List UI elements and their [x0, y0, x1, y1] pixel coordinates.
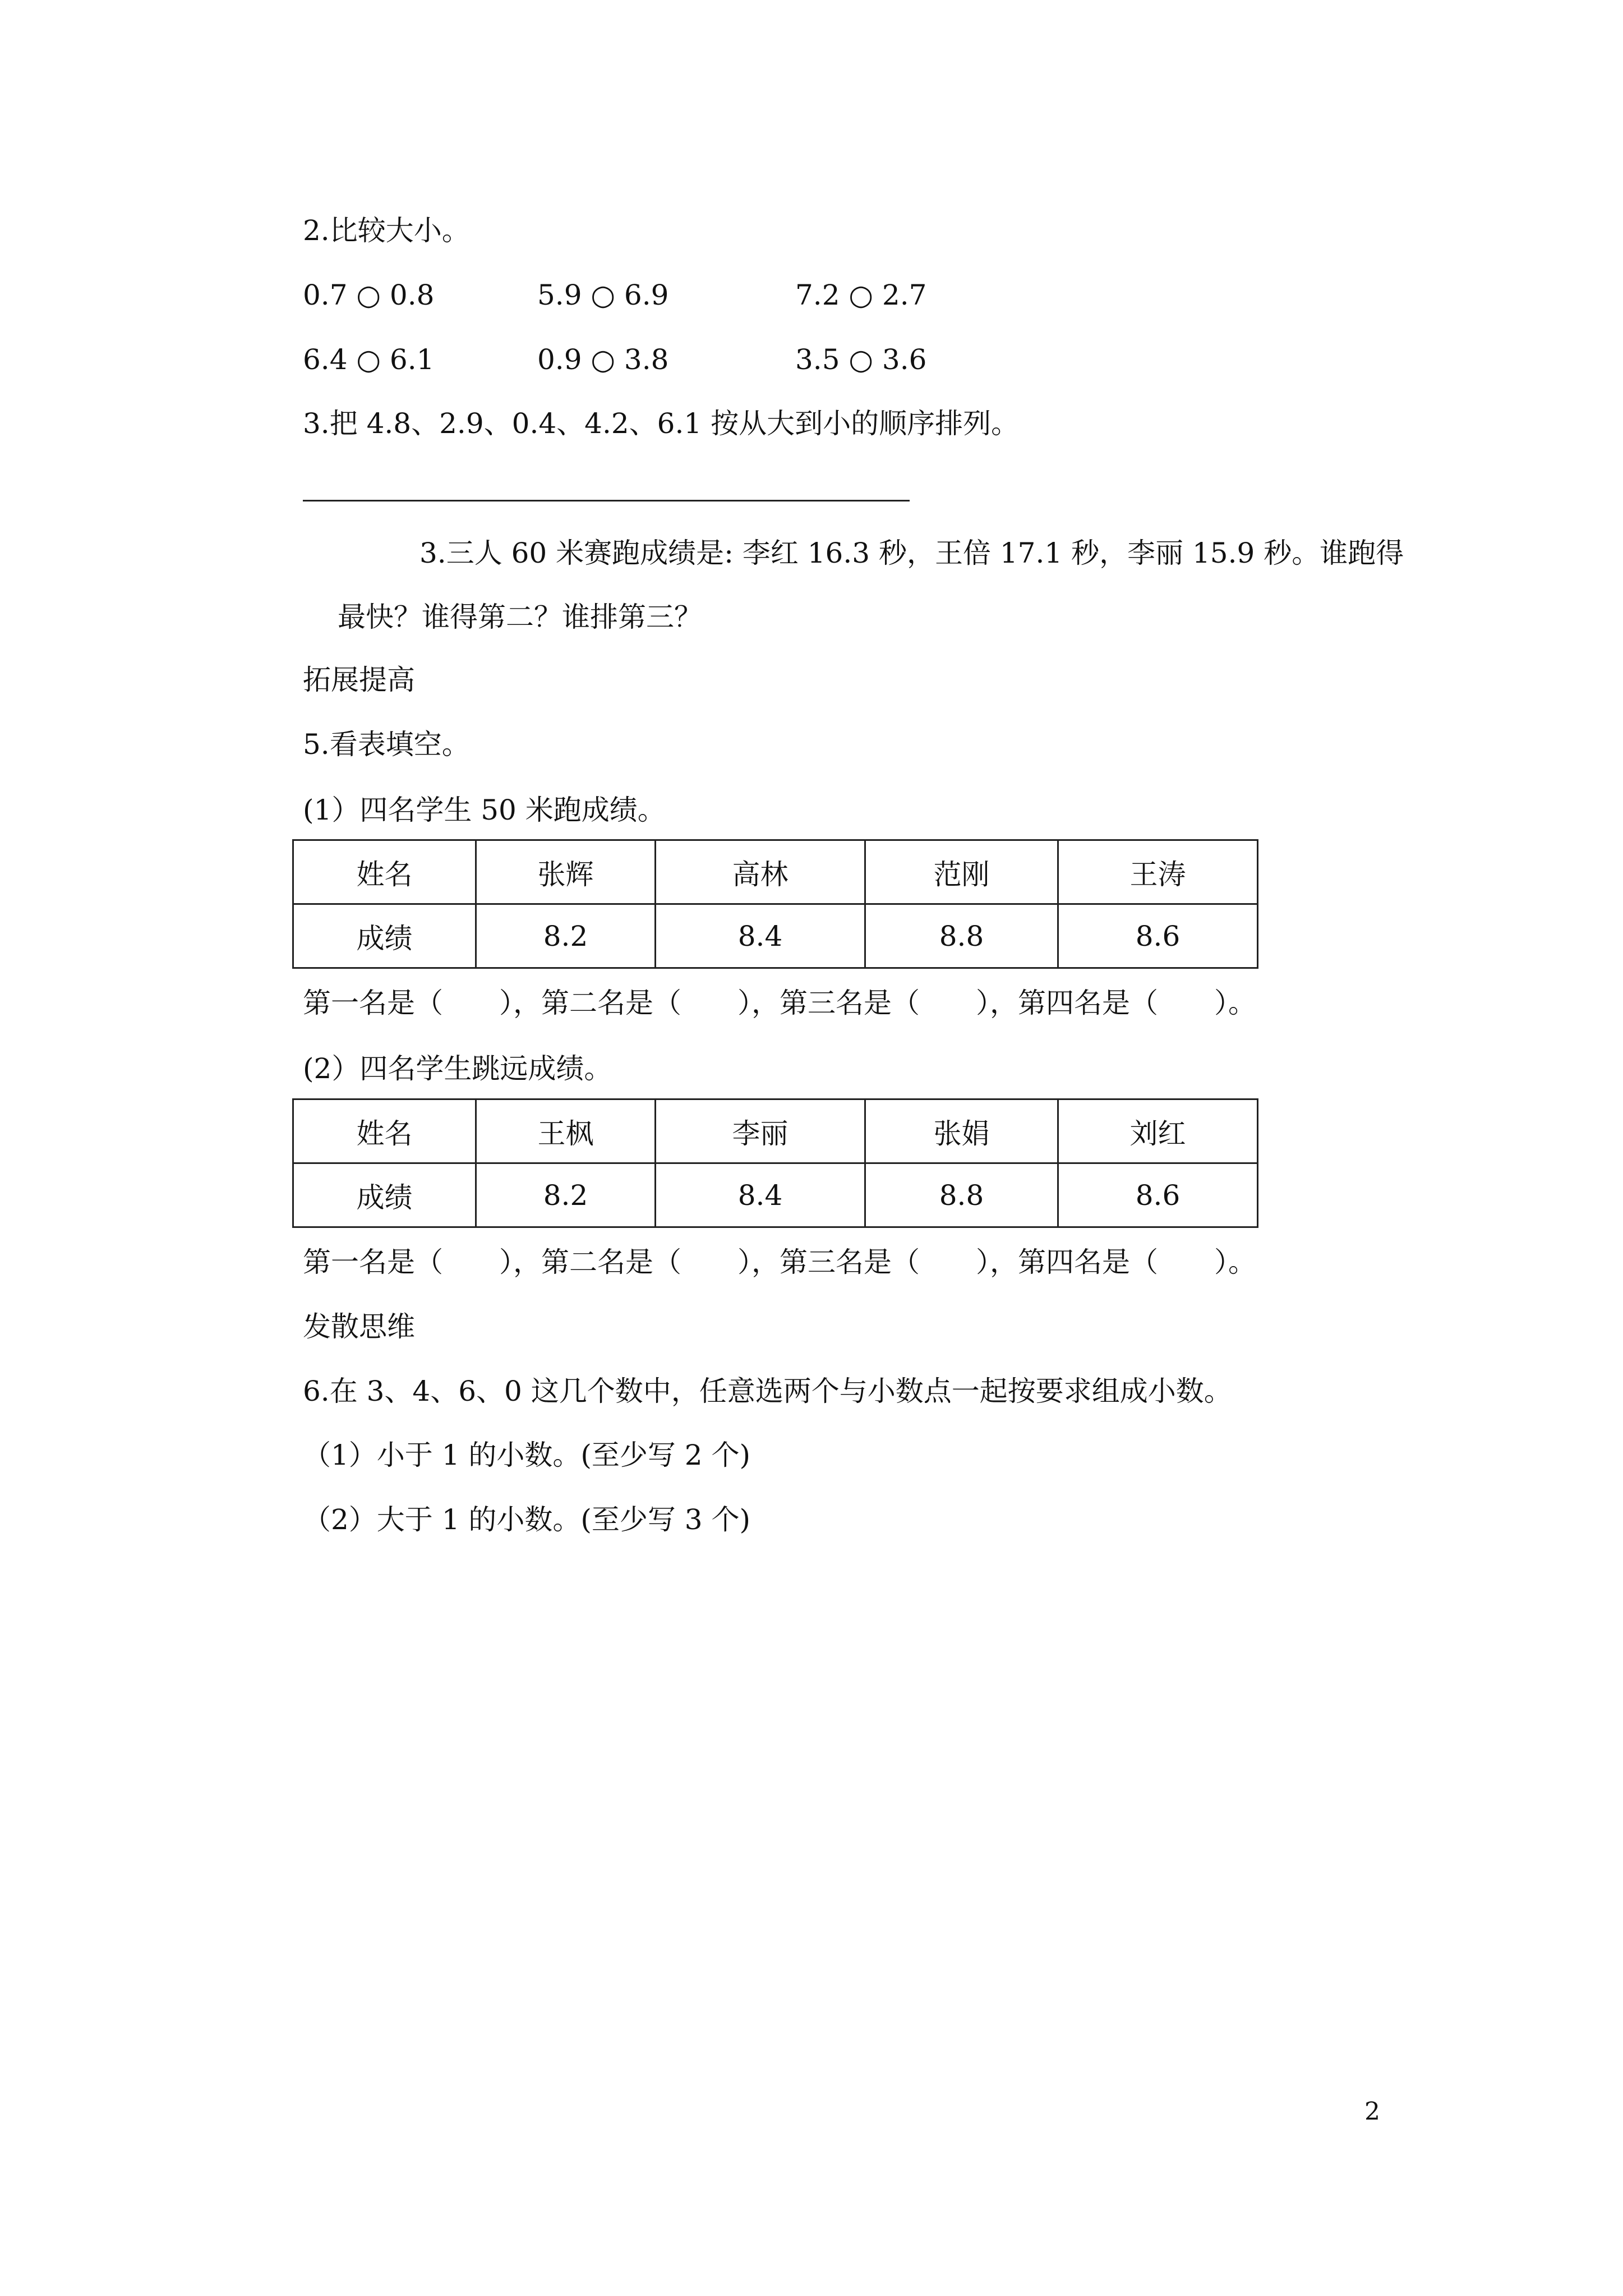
table-cell: 高林	[656, 840, 865, 904]
q5-part2-caption: (2）四名学生跳远成绩。	[303, 1052, 612, 1085]
q5-part1-caption: (1）四名学生 50 米跑成绩。	[303, 794, 666, 826]
score-table-50m	[292, 839, 1258, 969]
q3-ordering-text: 3.把 4.8、2.9、0.4、4.2、6.1 按从大到小的顺序排列。	[303, 407, 1020, 440]
compare-item: 0.9 ○ 3.8	[537, 343, 669, 376]
answer-line	[303, 500, 910, 501]
score-table-long-jump	[292, 1098, 1258, 1228]
table-cell: 王枫	[476, 1099, 656, 1163]
table-cell: 王涛	[1058, 840, 1258, 904]
table-cell: 8.2	[476, 904, 656, 968]
q6-sub2: （2）大于 1 的小数。(至少写 3 个)	[303, 1503, 751, 1536]
section-heading-expand: 拓展提高	[303, 664, 415, 696]
page-number: 2	[1364, 2097, 1380, 2126]
compare-item: 0.7 ○ 0.8	[303, 279, 435, 311]
q2-title: 2.比较大小。	[303, 214, 470, 247]
table-cell: 8.2	[476, 1163, 656, 1227]
section-heading-divergent: 发散思维	[303, 1310, 415, 1343]
table-cell: 8.8	[865, 1163, 1058, 1227]
table-cell: 刘红	[1058, 1099, 1258, 1163]
q6-text: 6.在 3、4、6、0 这几个数中，任意选两个与小数点一起按要求组成小数。	[303, 1375, 1232, 1407]
table-cell: 8.6	[1058, 1163, 1258, 1227]
compare-item: 3.5 ○ 3.6	[795, 343, 927, 376]
table-cell: 张辉	[476, 840, 656, 904]
table-row	[293, 1163, 1258, 1227]
compare-item: 5.9 ○ 6.9	[537, 279, 669, 311]
q3-race-line1: 3.三人 60 米赛跑成绩是: 李红 16.3 秒，王倍 17.1 秒，李丽 15.9 秒。谁跑得	[419, 537, 1404, 569]
q5-part1-fill-in: 第一名是（ ），第二名是（ ），第三名是（ ），第四名是（ ）。	[303, 987, 1256, 1019]
table-cell: 姓名	[293, 840, 476, 904]
table-cell: 范刚	[865, 840, 1058, 904]
table-cell: 成绩	[293, 904, 476, 968]
table-cell: 8.4	[656, 1163, 865, 1227]
table-row	[293, 904, 1258, 968]
compare-item: 7.2 ○ 2.7	[795, 279, 927, 311]
table-header-row	[293, 840, 1258, 904]
q5-part2-fill-in: 第一名是（ ），第二名是（ ），第三名是（ ），第四名是（ ）。	[303, 1246, 1256, 1278]
q6-sub1: （1）小于 1 的小数。(至少写 2 个)	[303, 1439, 751, 1471]
table-cell: 姓名	[293, 1099, 476, 1163]
table-cell: 成绩	[293, 1163, 476, 1227]
table-cell: 李丽	[656, 1099, 865, 1163]
q3-race-line2: 最快？谁得第二？谁排第三？	[338, 601, 702, 633]
table-cell: 张娟	[865, 1099, 1058, 1163]
table-header-row	[293, 1099, 1258, 1163]
compare-item: 6.4 ○ 6.1	[303, 343, 435, 376]
q5-title: 5.看表填空。	[303, 728, 470, 761]
table-cell: 8.8	[865, 904, 1058, 968]
table-cell: 8.6	[1058, 904, 1258, 968]
table-cell: 8.4	[656, 904, 865, 968]
